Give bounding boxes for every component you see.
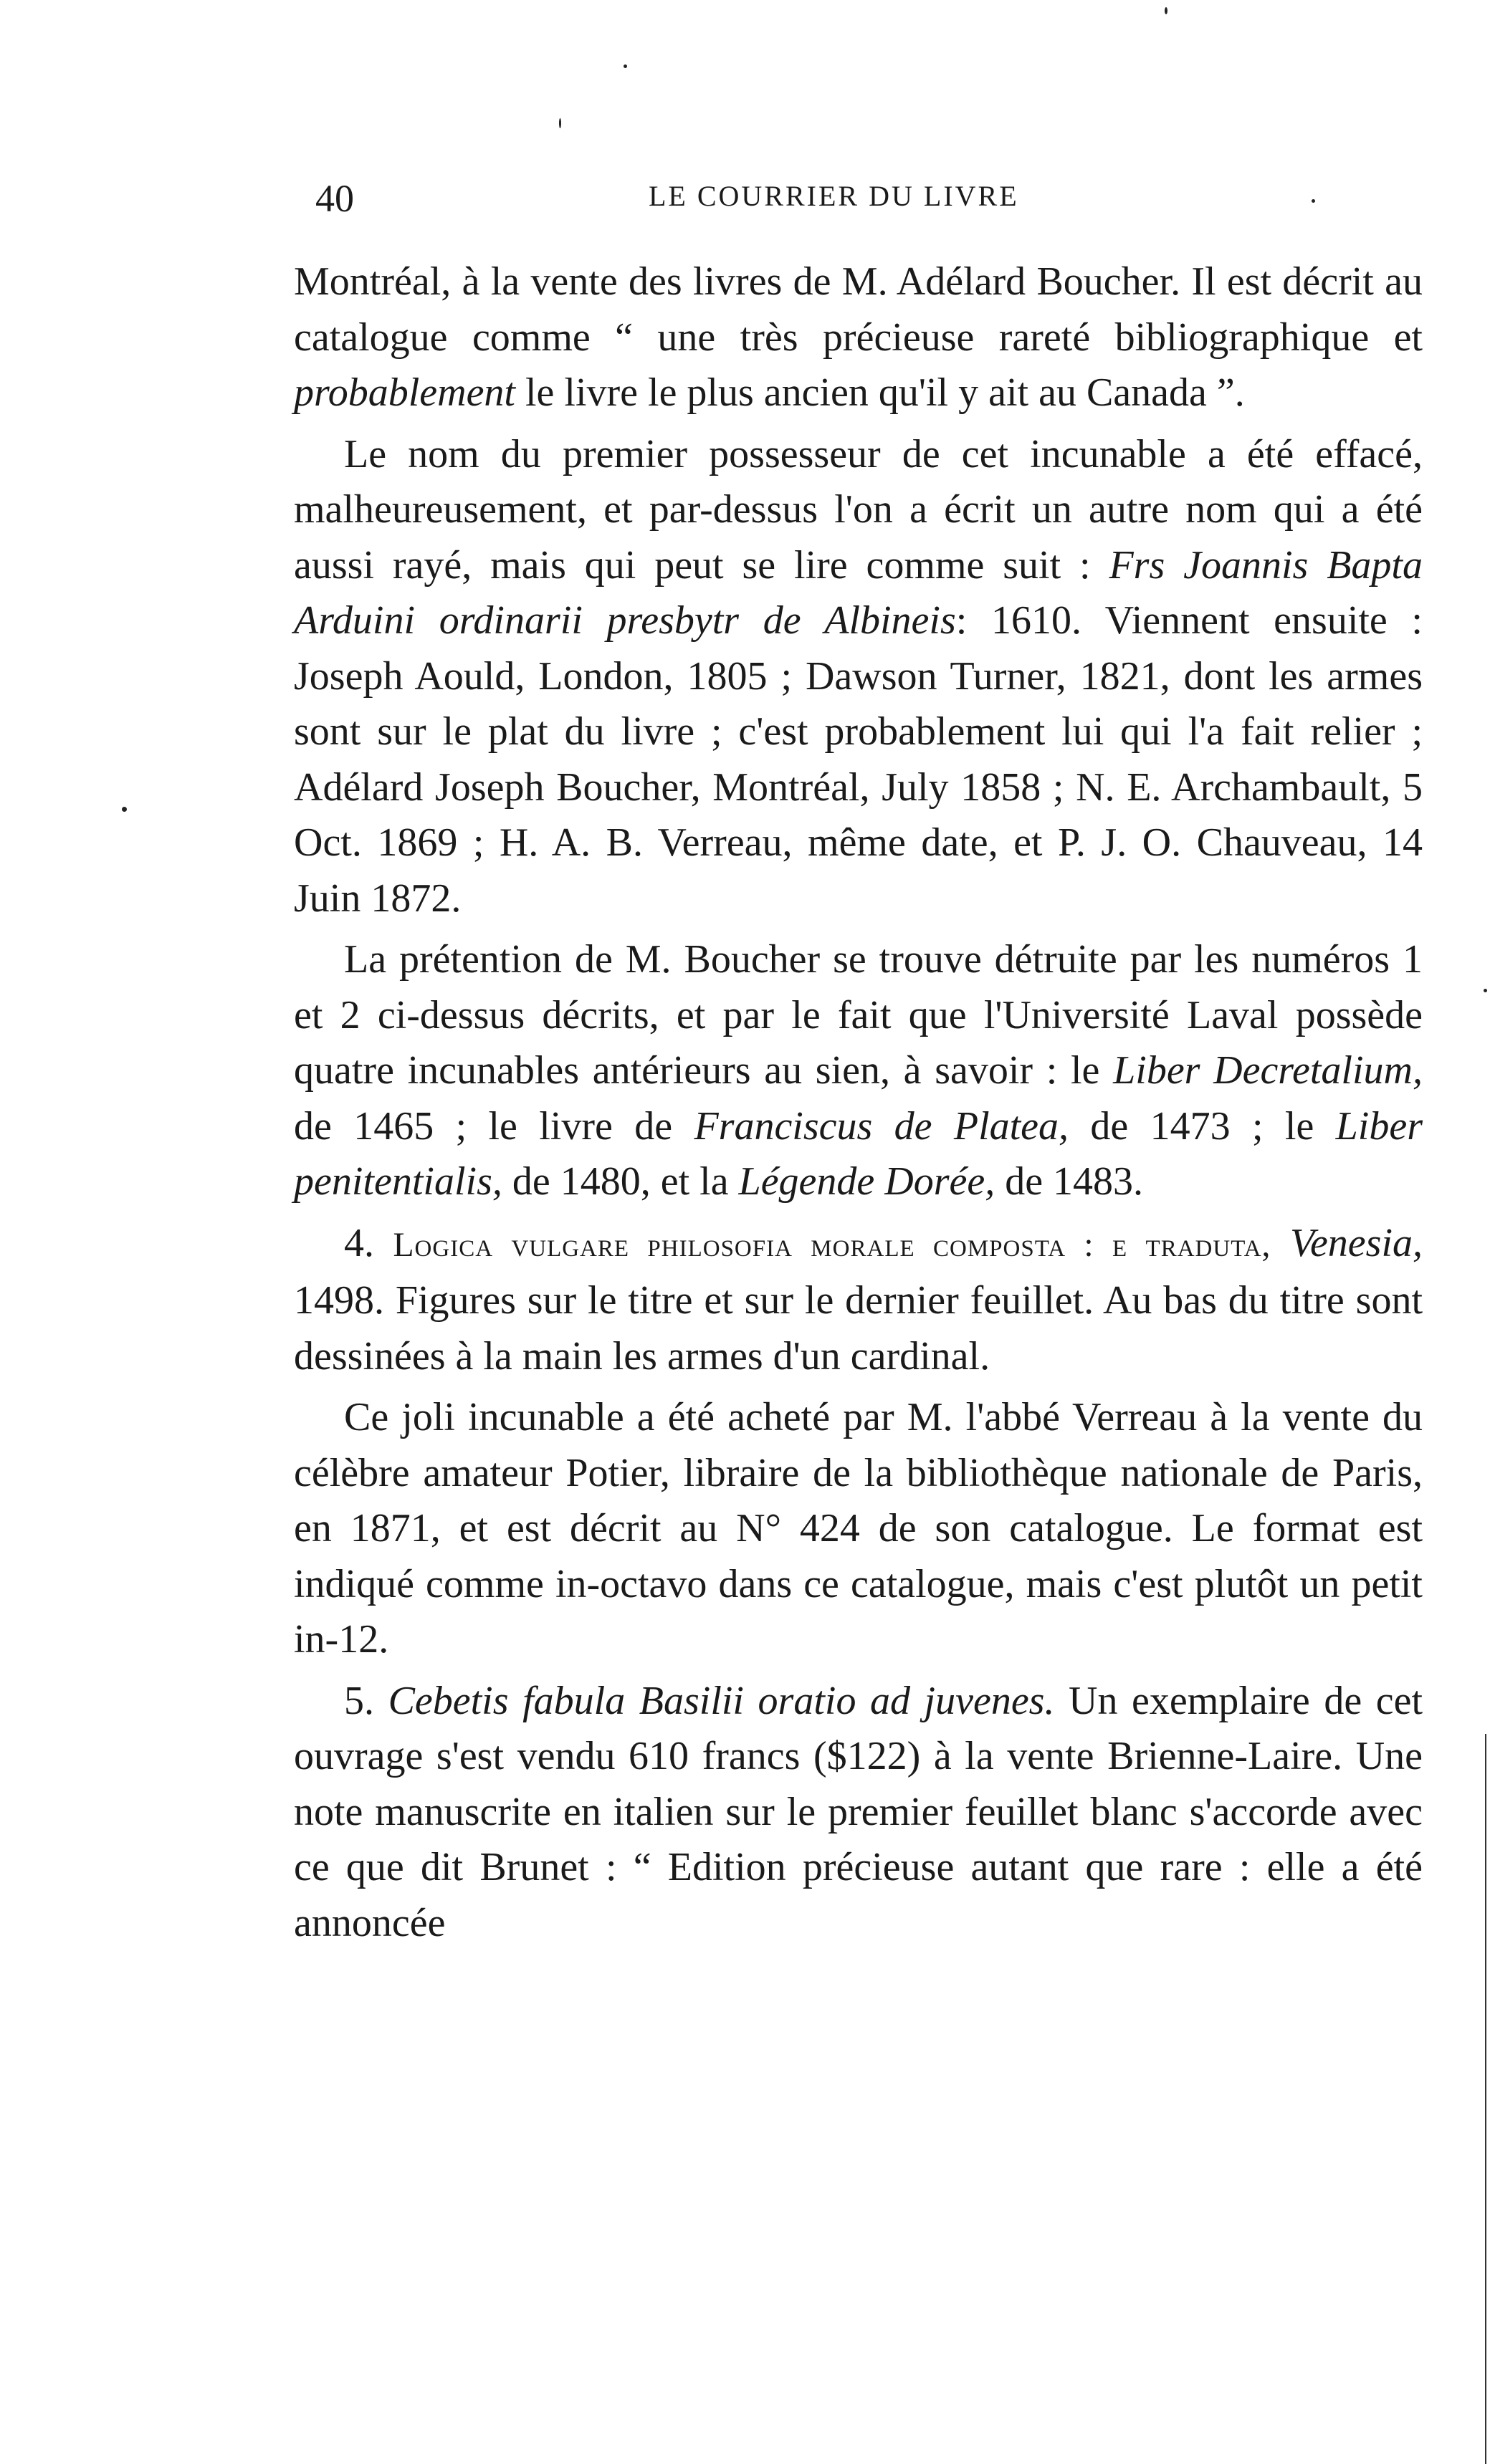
- ink-speck: [122, 807, 127, 812]
- ink-speck: [1484, 989, 1487, 992]
- paragraph-potier: Ce joli incunable a été acheté par M. l'abbé Verreau à la vente du célèbre amateur Potier, libraire de la bibliothèque nationale de Paris, en 1871, et est décrit au N° 424 de son catalogue. Le format est indiqué comme in-octavo dans ce catalogue, mais c'est plutôt un petit in-12.: [294, 1395, 1423, 1662]
- running-title: LE COURRIER DU LIVRE: [649, 180, 1019, 212]
- page-edge-line: [1485, 1734, 1486, 2464]
- ink-speck: [559, 118, 561, 128]
- paragraph-continuation: Montréal, à la vente des livres de M. Adélard Boucher. Il est décrit au catalogue comme “ une très précieuse rareté bibliographique et probablement le livre le plus ancien qu'il y ait au Canada ”.: [294, 259, 1423, 415]
- body-text: [294, 254, 1423, 1951]
- ink-speck: [624, 64, 627, 68]
- ink-speck: [1312, 199, 1315, 203]
- ink-speck: [1165, 7, 1167, 14]
- paragraph-provenance: Le nom du premier possesseur de cet incunable a été effacé, malheureusement, et par-dessus l'on a écrit un autre nom qui a été aussi rayé, mais qui peut se lire comme suit : Frs Joannis Bapta Arduini ordinarii presbytr de Albineis: 1610. Viennent ensuite : Joseph Aould, London, 1805 ; Dawson Turner, 1821, dont les armes sont sur le plat du livre ; c'est probablement lui qui l'a fait relier ; Adélard Joseph Boucher, Montréal, July 1858 ; N. E. Archambault, 5 Oct. 1869 ; H. A. B. Verreau, même date, et P. J. O. Chauveau, 14 Juin 1872.: [294, 431, 1423, 921]
- page-number: 40: [315, 177, 354, 220]
- entry-item-4: 4. Logica vulgare philosofia morale composta : e traduta, Venesia, 1498. Figures sur le titre et sur le dernier feuillet. Au bas du titre sont dessinées à la main les armes d'un cardinal.: [294, 1220, 1423, 1379]
- paragraph-claim: La prétention de M. Boucher se trouve détruite par les numéros 1 et 2 ci-dessus décrits, et par le fait que l'Université Laval possède quatre incunables antérieurs au sien, à savoir : le Liber Decretalium, de 1465 ; le livre de Franciscus de Platea, de 1473 ; le Liber penitentialis, de 1480, et la Légende Dorée, de 1483.: [294, 937, 1423, 1204]
- page-header: [315, 176, 1100, 226]
- entry-item-5: 5. Cebetis fabula Basilii oratio ad juvenes. Un exemplaire de cet ouvrage s'est vendu 610 francs ($122) à la vente Brienne-Laire. Une note manuscrite en italien sur le premier feuillet blanc s'accorde avec ce que dit Brunet : “ Edition précieuse autant que rare : elle a été annoncée: [294, 1678, 1423, 1945]
